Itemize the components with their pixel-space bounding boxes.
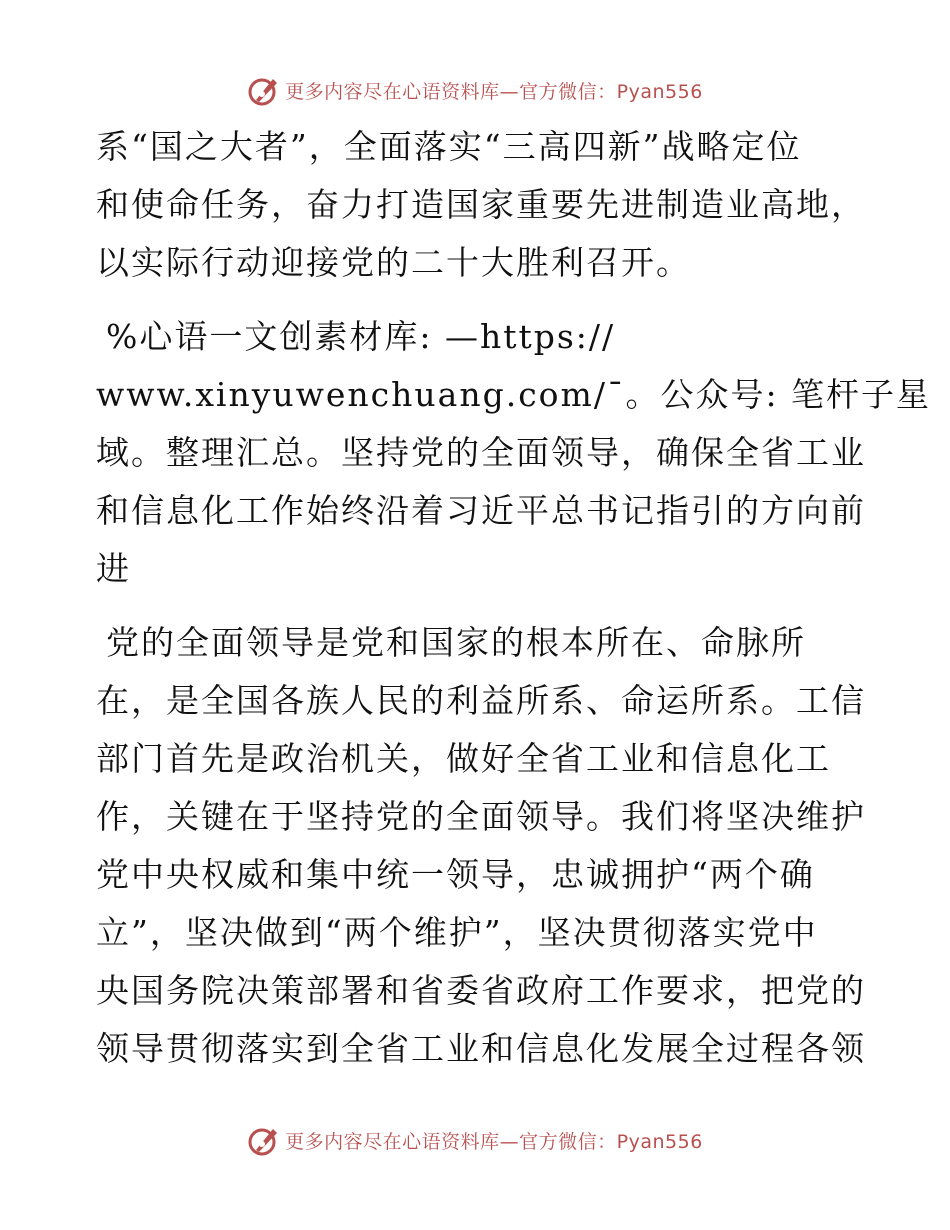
text-line: 进 (96, 549, 131, 588)
text-line: www.xinyuwenchuang.com/¯。公众号: 笔杆子星 (96, 375, 932, 414)
paragraph-3 (96, 614, 866, 1078)
footer-watermark (0, 1120, 950, 1160)
text-line: %心语一文创素材库: —https:// (106, 317, 616, 356)
text-line: 党的全面领导是党和国家的根本所在、命脉所 (106, 623, 806, 662)
text-line: 部门首先是政治机关，做好全省工业和信息化工 (96, 739, 831, 778)
text-line: 系“国之大者”，全面落实“三高四新”战略定位 (96, 127, 802, 166)
footer-watermark-text: 更多内容尽在心语资料库—官方微信：Pyan556 (285, 1130, 703, 1153)
text-line: 立”，坚决做到“两个维护”，坚决贯彻落实党中 (96, 913, 818, 952)
pen-nib-logo-icon (247, 1123, 281, 1157)
document-body (96, 118, 932, 1078)
text-line: 以实际行动迎接党的二十大胜利召开。 (96, 243, 691, 282)
paragraph-2 (96, 308, 932, 598)
text-line: 作，关键在于坚持党的全面领导。我们将坚决维护 (96, 797, 866, 836)
header-watermark-text: 更多内容尽在心语资料库—官方微信：Pyan556 (285, 80, 703, 103)
text-line: 和信息化工作始终沿着习近平总书记指引的方向前 (96, 491, 866, 530)
paragraph-1 (96, 118, 866, 292)
text-line: 领导贯彻落实到全省工业和信息化发展全过程各领 (96, 1029, 866, 1068)
text-line: 域。整理汇总。坚持党的全面领导，确保全省工业 (96, 433, 866, 472)
text-line: 党中央权威和集中统一领导，忠诚拥护“两个确 (96, 855, 815, 894)
header-watermark (0, 70, 950, 110)
text-line: 在，是全国各族人民的利益所系、命运所系。工信 (96, 681, 866, 720)
pen-nib-logo-icon (247, 73, 281, 107)
text-line: 和使命任务，奋力打造国家重要先进制造业高地， (96, 185, 866, 224)
text-line: 央国务院决策部署和省委省政府工作要求，把党的 (96, 971, 866, 1010)
